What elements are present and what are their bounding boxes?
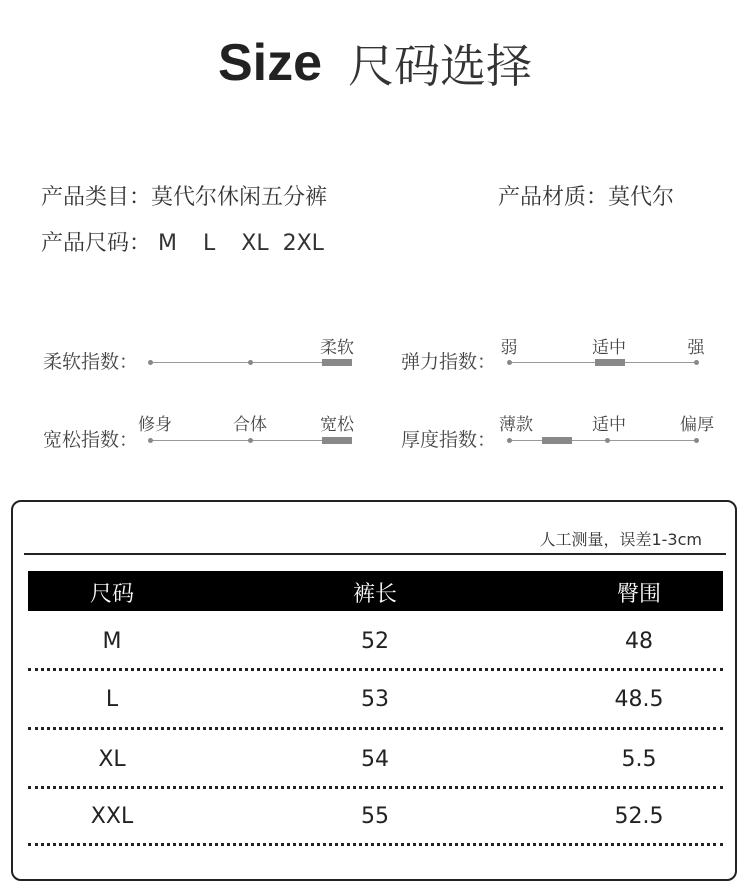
size-item: M bbox=[158, 231, 177, 256]
thickness-dot bbox=[694, 438, 699, 443]
material-row bbox=[498, 180, 674, 211]
row-separator bbox=[28, 727, 723, 730]
sizes-label: 产品尺码： bbox=[41, 231, 152, 256]
table-row bbox=[28, 671, 723, 729]
material-label: 产品材质： bbox=[498, 185, 609, 210]
table-cell: XL bbox=[98, 747, 126, 772]
table-cell: 53 bbox=[361, 687, 389, 712]
table-header bbox=[28, 571, 723, 611]
elasticity-level-marker bbox=[595, 359, 625, 366]
softness-dot bbox=[248, 360, 253, 365]
thickness-level-marker bbox=[542, 437, 572, 444]
elasticity-word: 强 bbox=[687, 338, 705, 358]
category-row bbox=[41, 180, 327, 211]
softness-label: 柔软指数： bbox=[43, 351, 139, 373]
size-item: XL bbox=[241, 231, 269, 256]
table-cell: 55 bbox=[361, 804, 389, 829]
fit-word: 合体 bbox=[233, 415, 267, 435]
table-cell: 48.5 bbox=[614, 687, 664, 712]
table-cell: L bbox=[105, 687, 119, 712]
sizes-row bbox=[41, 226, 350, 257]
thickness-dot bbox=[605, 438, 610, 443]
title-chinese: 尺码选择 bbox=[348, 39, 533, 93]
table-row bbox=[28, 731, 723, 789]
category-value: 莫代尔休闲五分裤 bbox=[151, 185, 328, 210]
category-label: 产品类目： bbox=[41, 185, 152, 210]
thickness-word: 薄款 bbox=[499, 415, 533, 435]
table-cell: 48 bbox=[625, 629, 653, 654]
elasticity-word: 弱 bbox=[500, 338, 518, 358]
header-cell-length: 裤长 bbox=[352, 582, 397, 607]
fit-dot bbox=[148, 438, 153, 443]
table-cell: M bbox=[102, 629, 122, 654]
table-cell: XXL bbox=[90, 804, 134, 829]
measurement-note: 人工测量，误差1-3cm bbox=[539, 530, 702, 549]
table-cell: 5.5 bbox=[621, 747, 657, 772]
softness-word: 柔软 bbox=[320, 338, 354, 358]
fit-label: 宽松指数： bbox=[43, 429, 139, 451]
size-item: L bbox=[203, 231, 216, 256]
table-divider bbox=[24, 553, 726, 555]
elasticity-dot bbox=[507, 360, 512, 365]
thickness-label: 厚度指数： bbox=[401, 429, 497, 451]
fit-word: 宽松 bbox=[320, 415, 354, 435]
table-cell: 52.5 bbox=[614, 804, 664, 829]
header-cell-size: 尺码 bbox=[89, 582, 134, 607]
softness-dot bbox=[148, 360, 153, 365]
fit-level-marker bbox=[322, 437, 352, 444]
elasticity-dot bbox=[694, 360, 699, 365]
table-row bbox=[28, 613, 723, 671]
elasticity-word: 适中 bbox=[592, 338, 626, 358]
header-cell-hip: 臀围 bbox=[616, 582, 661, 607]
material-value: 莫代尔 bbox=[608, 185, 675, 210]
elasticity-label: 弹力指数： bbox=[401, 351, 497, 373]
thickness-word: 偏厚 bbox=[680, 415, 714, 435]
title-english: Size bbox=[217, 34, 323, 92]
fit-dot bbox=[248, 438, 253, 443]
page-title bbox=[0, 30, 750, 96]
fit-word: 修身 bbox=[138, 415, 172, 435]
size-item: 2XL bbox=[282, 231, 324, 256]
thickness-dot bbox=[507, 438, 512, 443]
thickness-word: 适中 bbox=[592, 415, 626, 435]
row-separator bbox=[28, 843, 723, 846]
table-cell: 52 bbox=[361, 629, 389, 654]
table-row bbox=[28, 788, 723, 846]
softness-level-marker bbox=[322, 359, 352, 366]
thickness-track bbox=[509, 440, 697, 441]
table-cell: 54 bbox=[361, 747, 389, 772]
